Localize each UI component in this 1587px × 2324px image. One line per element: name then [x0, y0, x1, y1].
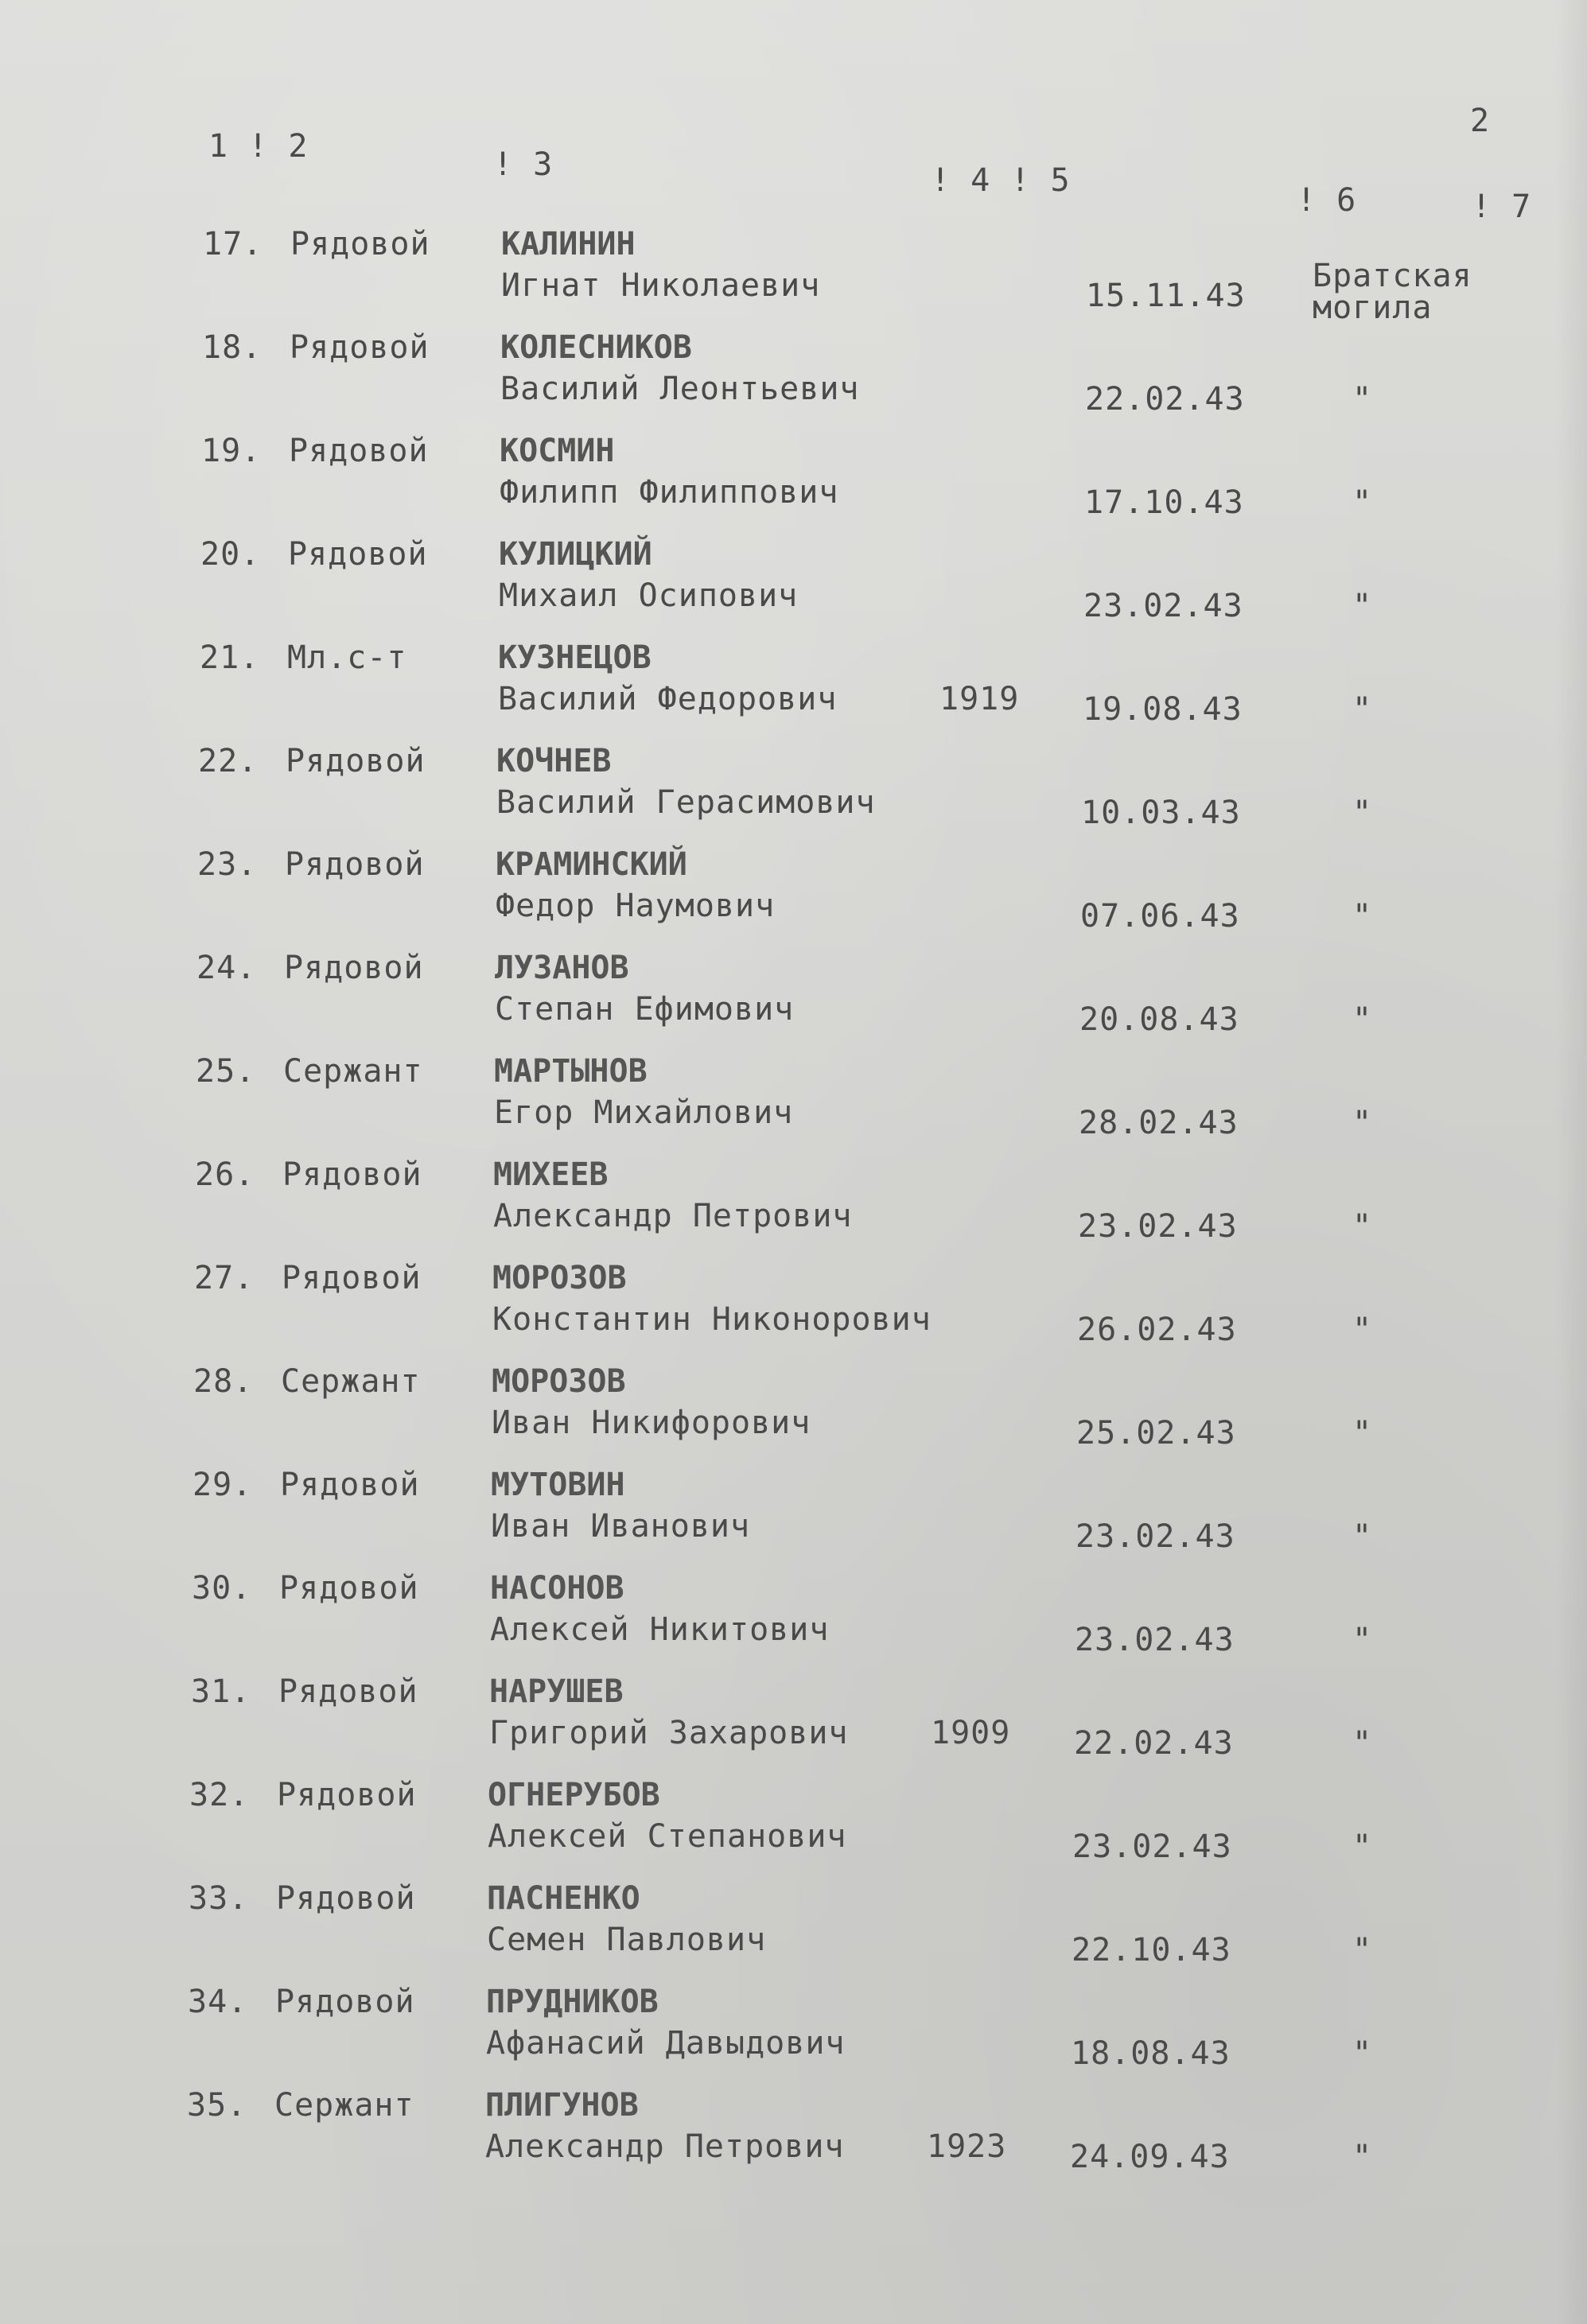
entry-given-names: Иван Никифорович	[492, 1405, 811, 1441]
entry-surname: КОЧНЕВ	[496, 743, 612, 779]
entry-date-of-death: 20.08.43	[1079, 1001, 1239, 1038]
column-header-6: ! 6	[1297, 182, 1357, 219]
list-item	[0, 950, 1587, 1054]
entry-rank: Рядовой	[290, 329, 430, 366]
list-item	[0, 1881, 1587, 1984]
entry-surname: НАРУШЕВ	[489, 1673, 624, 1710]
entry-number: 20.	[200, 536, 261, 573]
entry-burial-place: "	[1352, 1518, 1373, 1555]
entry-birth-year: 1919	[939, 681, 1020, 717]
list-item	[0, 537, 1587, 640]
column-header-row	[0, 0, 1587, 239]
entry-given-names: Константин Никонорович	[492, 1301, 932, 1338]
entry-rank: Рядовой	[290, 226, 430, 262]
entry-birth-year: 1909	[931, 1715, 1011, 1751]
entry-given-names: Федор Наумович	[496, 888, 776, 924]
entry-date-of-death: 15.11.43	[1086, 278, 1246, 314]
entry-number: 27.	[194, 1260, 255, 1296]
entry-rank: Сержант	[274, 2087, 414, 2124]
entry-given-names: Александр Петрович	[485, 2128, 845, 2165]
entry-number: 18.	[202, 329, 263, 366]
entry-date-of-death: 25.02.43	[1076, 1415, 1236, 1452]
entry-date-of-death: 07.06.43	[1080, 898, 1240, 935]
entry-surname: ЛУЗАНОВ	[495, 950, 629, 986]
entry-burial-place: "	[1352, 588, 1373, 624]
list-item	[0, 1364, 1587, 1467]
entry-number: 35.	[187, 2087, 247, 2124]
entry-number: 34.	[188, 1984, 248, 2020]
entry-rank: Рядовой	[280, 1467, 420, 1503]
list-item	[0, 433, 1587, 537]
entry-rank: Сержант	[281, 1363, 421, 1400]
entry-rank: Мл.с-т	[287, 639, 407, 676]
entry-surname: ПАСНЕНКО	[487, 1880, 640, 1917]
column-header-7: ! 7	[1472, 188, 1532, 225]
entry-burial-place: "	[1352, 1312, 1373, 1348]
entry-rank: Рядовой	[285, 846, 425, 883]
entry-date-of-death: 28.02.43	[1079, 1105, 1239, 1141]
entry-burial-place: "	[1352, 1105, 1373, 1141]
entry-given-names: Иван Иванович	[491, 1508, 751, 1545]
entry-given-names: Алексей Никитович	[490, 1611, 830, 1648]
page-number: 2	[1470, 103, 1491, 139]
entry-date-of-death: 24.09.43	[1070, 2139, 1230, 2175]
entry-rank: Рядовой	[289, 433, 429, 469]
list-item	[0, 330, 1587, 433]
entry-surname: КОСМИН	[500, 433, 615, 469]
entry-date-of-death: 17.10.43	[1084, 484, 1244, 521]
entry-burial-place: "	[1352, 2139, 1373, 2175]
entry-burial-place: "	[1352, 898, 1373, 935]
list-item	[0, 1157, 1587, 1261]
entry-number: 22.	[198, 743, 259, 779]
entry-given-names: Степан Ефимович	[495, 991, 795, 1028]
entry-rank: Рядовой	[277, 1777, 417, 1813]
entry-date-of-death: 22.10.43	[1072, 1932, 1231, 1968]
entry-surname: ОГНЕРУБОВ	[488, 1777, 660, 1813]
entry-date-of-death: 26.02.43	[1077, 1312, 1237, 1348]
entry-surname: МИХЕЕВ	[493, 1156, 609, 1193]
entry-rank: Рядовой	[276, 1880, 416, 1917]
entry-number: 26.	[195, 1156, 255, 1193]
entry-birth-year: 1923	[927, 2128, 1007, 2165]
entry-burial-place: "	[1352, 1622, 1373, 1658]
entry-given-names: Игнат Николаевич	[501, 267, 821, 304]
entry-rank: Рядовой	[286, 743, 426, 779]
entry-burial-place: "	[1352, 1828, 1373, 1865]
list-item	[0, 1571, 1587, 1674]
list-item	[0, 1261, 1587, 1364]
list-item	[0, 2088, 1587, 2191]
entry-surname: МОРОЗОВ	[492, 1260, 627, 1296]
entry-given-names: Егор Михайлович	[494, 1094, 794, 1131]
entry-given-names: Александр Петрович	[493, 1198, 853, 1234]
entry-burial-place: "	[1352, 381, 1373, 418]
entry-given-names: Алексей Степанович	[488, 1818, 847, 1855]
entry-surname: МОРОЗОВ	[492, 1363, 626, 1400]
entry-burial-place: "	[1352, 1415, 1373, 1452]
entry-rank: Сержант	[283, 1053, 423, 1090]
entry-burial-place: "	[1352, 1208, 1373, 1245]
entry-burial-place: "	[1352, 484, 1373, 521]
entry-date-of-death: 18.08.43	[1071, 2035, 1231, 2072]
list-item	[0, 640, 1587, 744]
entry-rank: Рядовой	[279, 1570, 419, 1607]
entry-date-of-death: 22.02.43	[1074, 1725, 1234, 1762]
entry-date-of-death: 22.02.43	[1085, 381, 1245, 418]
entry-surname: КОЛЕСНИКОВ	[500, 329, 692, 366]
entry-burial-place: "	[1352, 1001, 1373, 1038]
list-item	[0, 1984, 1587, 2088]
entry-rank: Рядовой	[282, 1260, 422, 1296]
entry-given-names: Семен Павлович	[487, 1922, 767, 1958]
entry-burial-place: "	[1352, 691, 1373, 728]
entry-rank: Рядовой	[284, 950, 424, 986]
entry-number: 21.	[200, 639, 260, 676]
entry-date-of-death: 23.02.43	[1083, 588, 1243, 624]
entry-surname: КАЛИНИН	[501, 226, 636, 262]
entry-rank: Рядовой	[275, 1984, 415, 2020]
entry-given-names: Филипп Филиппович	[500, 474, 839, 511]
entry-date-of-death: 10.03.43	[1081, 795, 1241, 831]
entry-surname: ПРУДНИКОВ	[486, 1984, 659, 2020]
column-header-1-2: 1 ! 2	[208, 128, 309, 165]
list-item	[0, 744, 1587, 847]
entry-given-names: Василий Федорович	[498, 681, 838, 717]
list-item	[0, 1674, 1587, 1778]
entry-number: 23.	[197, 846, 258, 883]
column-header-3: ! 3	[493, 146, 554, 183]
entry-surname: НАСОНОВ	[490, 1570, 624, 1607]
entry-date-of-death: 23.02.43	[1072, 1828, 1232, 1865]
list-item	[0, 1778, 1587, 1881]
entry-surname: КУЛИЦКИЙ	[499, 536, 652, 573]
entry-date-of-death: 23.02.43	[1076, 1518, 1235, 1555]
entry-given-names: Афанасий Давыдович	[486, 2025, 846, 2062]
entry-number: 30.	[192, 1570, 252, 1607]
entry-rank: Рядовой	[288, 536, 428, 573]
entry-burial-place: Братская могила	[1313, 258, 1472, 326]
entry-number: 19.	[201, 433, 262, 469]
entry-surname: КУЗНЕЦОВ	[498, 639, 652, 676]
list-item	[0, 847, 1587, 950]
entry-number: 25.	[196, 1053, 256, 1090]
entry-date-of-death: 19.08.43	[1083, 691, 1243, 728]
column-header-4-5: ! 4 ! 5	[931, 162, 1071, 199]
entry-number: 32.	[189, 1777, 250, 1813]
entry-date-of-death: 23.02.43	[1075, 1622, 1235, 1658]
entry-surname: КРАМИНСКИЙ	[496, 846, 687, 883]
entry-burial-place: "	[1352, 1932, 1373, 1968]
entry-surname: ПЛИГУНОВ	[485, 2087, 639, 2124]
entry-number: 29.	[193, 1467, 253, 1503]
entry-rank: Рядовой	[282, 1156, 422, 1193]
entry-number: 33.	[189, 1880, 249, 1917]
entry-burial-place: "	[1352, 1725, 1373, 1762]
entry-given-names: Василий Леонтьевич	[500, 371, 860, 407]
entry-rank: Рядовой	[278, 1673, 418, 1710]
entry-given-names: Василий Герасимович	[496, 784, 876, 821]
list-item	[0, 1467, 1587, 1571]
entry-surname: МАРТЫНОВ	[494, 1053, 648, 1090]
entry-number: 24.	[196, 950, 257, 986]
entry-number: 28.	[193, 1363, 254, 1400]
entry-given-names: Григорий Захарович	[489, 1715, 849, 1751]
entry-number: 31.	[191, 1673, 251, 1710]
entry-burial-place: "	[1352, 795, 1373, 831]
entry-surname: МУТОВИН	[491, 1467, 625, 1503]
list-item	[0, 1054, 1587, 1157]
entry-date-of-death: 23.02.43	[1078, 1208, 1238, 1245]
entry-given-names: Михаил Осипович	[499, 577, 799, 614]
entry-burial-place: "	[1352, 2035, 1373, 2072]
list-item	[0, 227, 1587, 330]
entry-number: 17.	[203, 226, 263, 262]
